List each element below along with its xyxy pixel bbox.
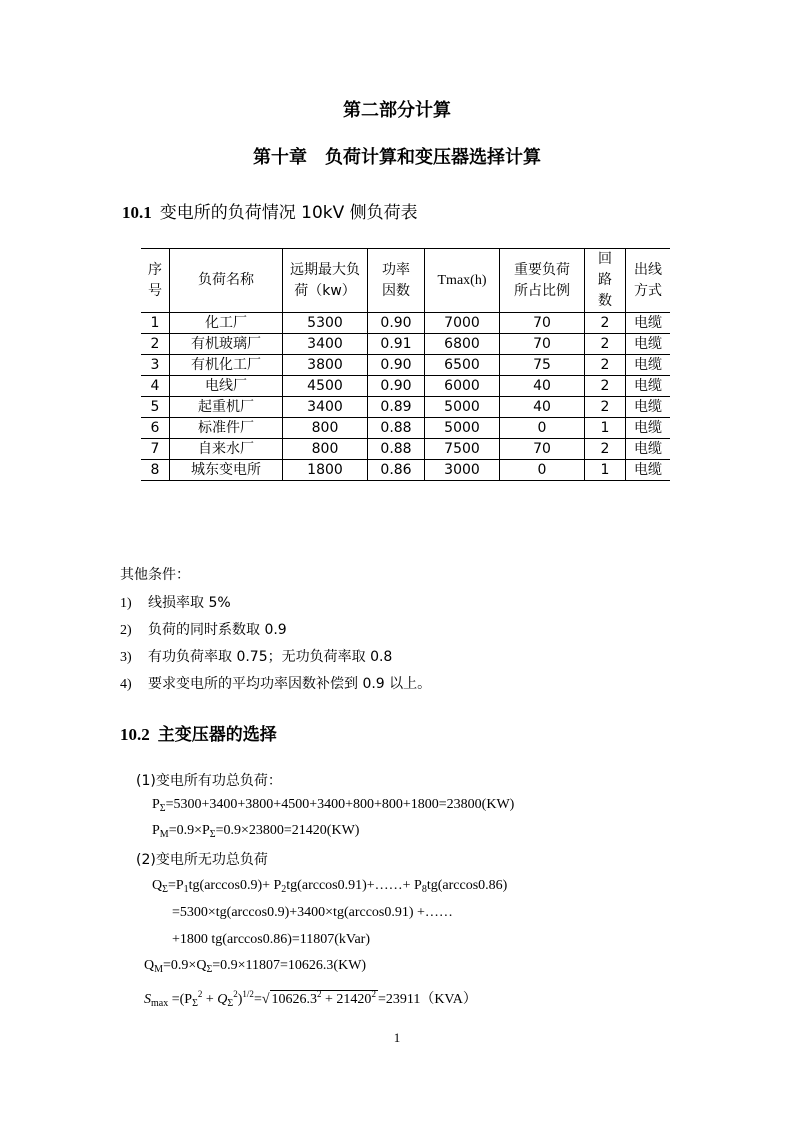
active-load-title: (1)变电所有功总负荷： <box>136 773 282 789</box>
table-row <box>141 460 670 481</box>
section-title: 主变压器的选择 <box>157 725 277 745</box>
table-cell: 电缆 <box>626 460 671 481</box>
condition-item: 4) 要求变电所的平均功率因数补偿到 0.9 以上。 <box>120 676 432 692</box>
table-cell: 城东变电所 <box>170 460 283 481</box>
table-cell: 5000 <box>425 397 500 418</box>
q-m-formula: $Q_M=0.9\times Q_\Sigma=0.9\times 11807=10626.3(KW)$ <box>144 958 367 975</box>
table-cell: 4 <box>141 376 170 397</box>
table-cell: 2 <box>585 355 626 376</box>
table-cell: 5000 <box>425 418 500 439</box>
table-body <box>141 313 670 481</box>
table-cell: 1 <box>141 313 170 334</box>
table-cell: 800 <box>283 418 368 439</box>
table-cell: 有机化工厂 <box>170 355 283 376</box>
table-cell: 5 <box>141 397 170 418</box>
table-row <box>141 418 670 439</box>
p-m-formula: $P_M=0.9\times P_\Sigma=0.9\times 23800=21420(KW)$ <box>152 823 360 840</box>
table-cell: 标准件厂 <box>170 418 283 439</box>
chapter-title: 第十章 负荷计算和变压器选择计算 <box>253 147 541 168</box>
p-sum-formula: $P_\Sigma=5300+3400+3800+4500+3400+800+800+1800=23800(KW)$ <box>152 797 515 814</box>
table-cell: 电线厂 <box>170 376 283 397</box>
load-table <box>141 248 670 481</box>
section-number: 10.2 <box>120 725 150 744</box>
col-header-power-factor: 功率因数 <box>368 249 425 313</box>
col-header-tmax: Tmax(h) <box>425 249 500 313</box>
table-cell: 7000 <box>425 313 500 334</box>
table-cell: 0.90 <box>368 355 425 376</box>
table-cell: 电缆 <box>626 334 671 355</box>
other-conditions-title: 其他条件： <box>120 567 190 583</box>
table-cell: 800 <box>283 439 368 460</box>
col-header-circuits: 回路数 <box>585 249 626 313</box>
table-cell: 70 <box>500 334 585 355</box>
table-cell: 1 <box>585 418 626 439</box>
table-cell: 6 <box>141 418 170 439</box>
section-heading-10-2 <box>120 720 277 745</box>
table-row <box>141 355 670 376</box>
table-cell: 电缆 <box>626 376 671 397</box>
q-sum-formula-line3: +1800 tg(arccos0.86)=11807(kVar) <box>172 932 370 947</box>
condition-item: 2) 负荷的同时系数取 0.9 <box>120 622 287 638</box>
table-cell: 有机玻璃厂 <box>170 334 283 355</box>
table-row <box>141 439 670 460</box>
page-number: 1 <box>393 1030 401 1045</box>
col-header-max-load: 远期最大负荷（kw） <box>283 249 368 313</box>
table-cell: 0.86 <box>368 460 425 481</box>
part-title: 第二部分计算 <box>343 100 451 121</box>
condition-item: 3) 有功负荷率取 0.75；无功负荷率取 0.8 <box>120 649 393 665</box>
section-title: 变电所的负荷情况 10kV 侧负荷表 <box>159 203 418 223</box>
table-cell: 2 <box>141 334 170 355</box>
table-cell: 40 <box>500 397 585 418</box>
table-cell: 2 <box>585 397 626 418</box>
table-cell: 6000 <box>425 376 500 397</box>
col-header-index: 序号 <box>141 249 170 313</box>
condition-item: 1) 线损率取 5% <box>120 595 231 611</box>
table-cell: 0.88 <box>368 418 425 439</box>
table-cell: 6800 <box>425 334 500 355</box>
table-cell: 3400 <box>283 334 368 355</box>
table-cell: 70 <box>500 313 585 334</box>
q-sum-formula-line2: =5300×tg(arccos0.9)+3400×tg(arccos0.91) +…… <box>172 905 453 920</box>
table-cell: 自来水厂 <box>170 439 283 460</box>
table-cell: 电缆 <box>626 355 671 376</box>
col-header-important-ratio: 重要负荷所占比例 <box>500 249 585 313</box>
table-header-row <box>141 249 670 313</box>
table-cell: 化工厂 <box>170 313 283 334</box>
table-row <box>141 334 670 355</box>
table-cell: 6500 <box>425 355 500 376</box>
table-row <box>141 397 670 418</box>
table-cell: 8 <box>141 460 170 481</box>
table-cell: 1800 <box>283 460 368 481</box>
table-cell: 2 <box>585 439 626 460</box>
table-cell: 1 <box>585 460 626 481</box>
table-cell: 0.91 <box>368 334 425 355</box>
table-cell: 5300 <box>283 313 368 334</box>
table-cell: 0 <box>500 418 585 439</box>
table-cell: 75 <box>500 355 585 376</box>
q-sum-formula-line1: $Q_\Sigma=P_1tg(\arccos 0.9)+$ $P_2tg(\arccos 0.91)+\dots\dots+ P_8tg(\arccos 0.86)$ <box>152 878 508 895</box>
table-cell: 电缆 <box>626 418 671 439</box>
table-cell: 7500 <box>425 439 500 460</box>
table-cell: 起重机厂 <box>170 397 283 418</box>
table-cell: 3000 <box>425 460 500 481</box>
table-cell: 7 <box>141 439 170 460</box>
table-cell: 4500 <box>283 376 368 397</box>
table-cell: 电缆 <box>626 397 671 418</box>
col-header-outlet: 出线方式 <box>626 249 671 313</box>
reactive-load-title: (2)变电所无功总负荷 <box>136 852 268 868</box>
table-cell: 2 <box>585 334 626 355</box>
table-cell: 70 <box>500 439 585 460</box>
s-max-formula: $S_{max} =(P_\Sigma^2 + Q_\Sigma^2)^{1/2}=√$ $10626.3^2 + 21420^2 =23911(KVA)$ <box>144 989 477 1009</box>
table-row <box>141 376 670 397</box>
table-cell: 0 <box>500 460 585 481</box>
table-cell: 2 <box>585 313 626 334</box>
table-cell: 0.90 <box>368 313 425 334</box>
table-cell: 0.89 <box>368 397 425 418</box>
table-cell: 3 <box>141 355 170 376</box>
table-cell: 电缆 <box>626 439 671 460</box>
table-cell: 2 <box>585 376 626 397</box>
section-heading-10-1 <box>122 198 418 223</box>
table-cell: 3400 <box>283 397 368 418</box>
col-header-name: 负荷名称 <box>170 249 283 313</box>
table-cell: 电缆 <box>626 313 671 334</box>
table-cell: 40 <box>500 376 585 397</box>
table-cell: 0.90 <box>368 376 425 397</box>
section-number: 10.1 <box>122 203 152 222</box>
table-cell: 3800 <box>283 355 368 376</box>
table-cell: 0.88 <box>368 439 425 460</box>
table-row <box>141 313 670 334</box>
